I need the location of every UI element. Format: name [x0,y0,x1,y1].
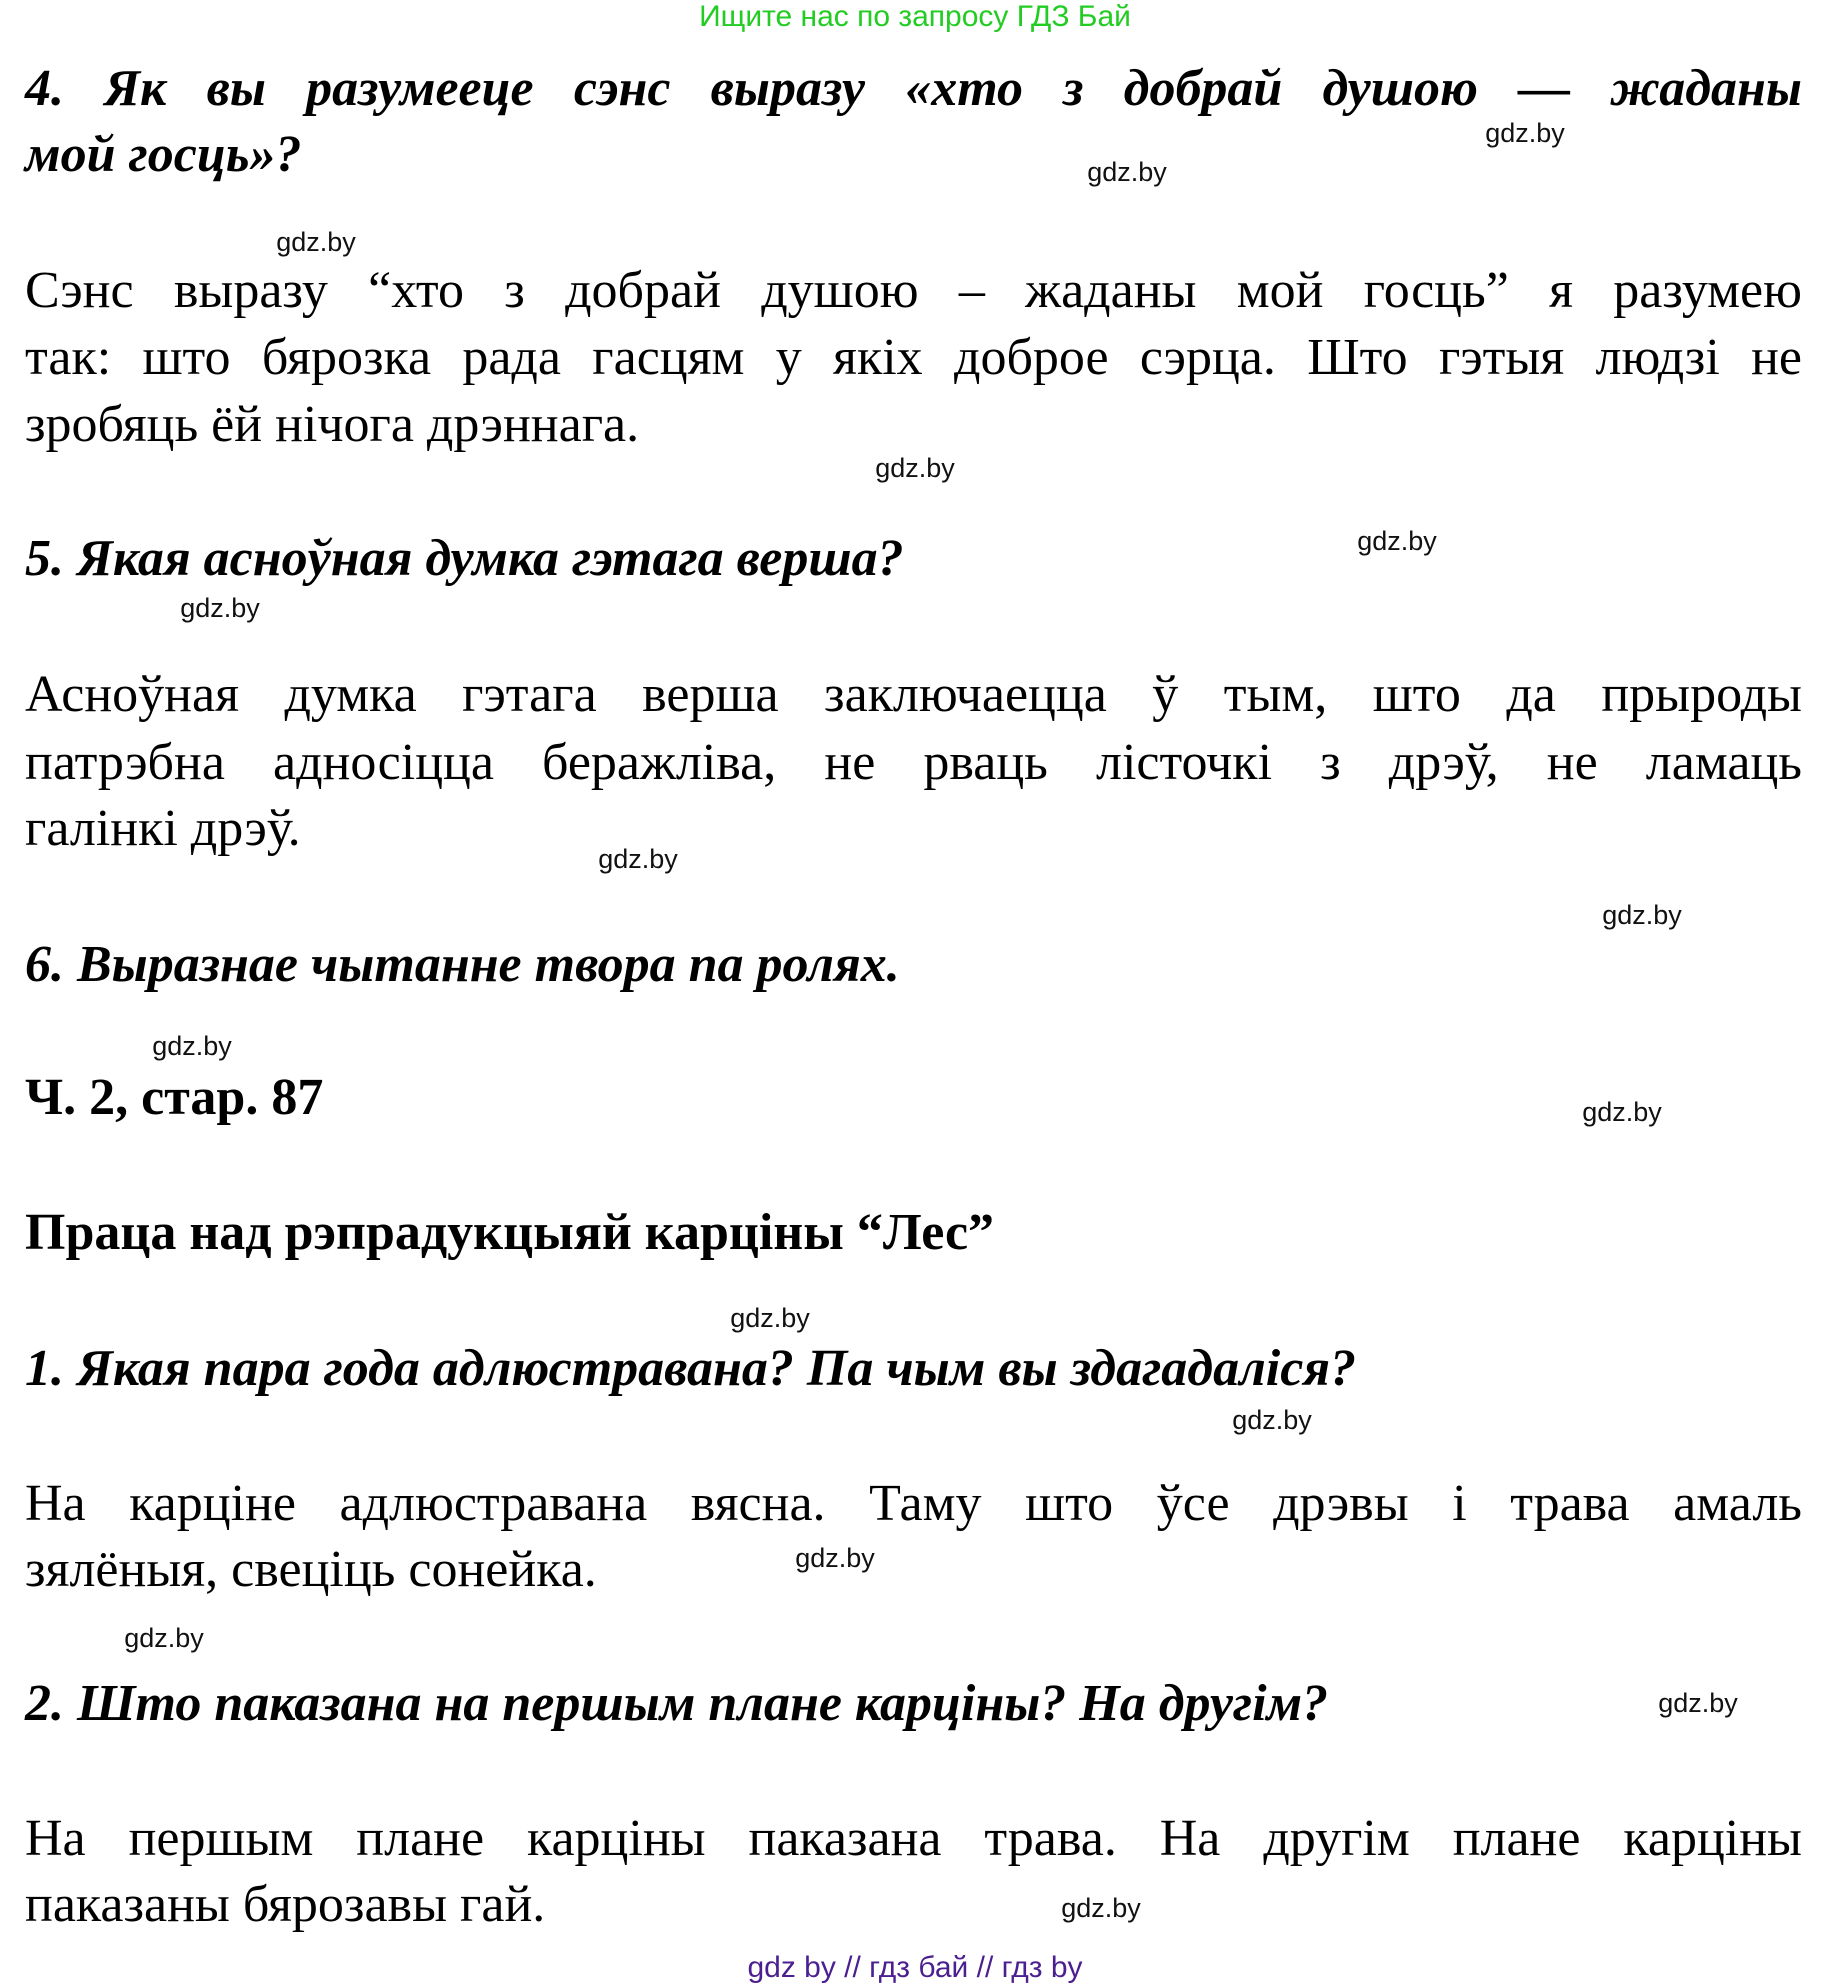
question-6: 6. Выразнае чытанне твора па ролях. [25,936,900,993]
picture-answer-2-line-2: паказаны бярозавы гай. [25,1876,546,1933]
watermark: gdz.by [276,227,356,257]
watermark: gdz.by [795,1543,875,1573]
watermark: gdz.by [124,1623,204,1653]
watermark: gdz.by [1357,526,1437,556]
picture-question-1: 1. Якая пара года адлюстравана? Па чым вы здагадаліся? [25,1340,1357,1397]
watermark: gdz.by [1087,157,1167,187]
watermark: gdz.by [1061,1893,1141,1923]
picture-answer-2-line-1: На першым плане карціны паказана трава. На другім плане карціны [25,1810,1802,1867]
watermark: gdz.by [180,593,260,623]
watermark: gdz.by [598,844,678,874]
answer-5-line-3: галінкі дрэў. [25,800,301,857]
picture-answer-1-line-1: На карціне адлюстравана вясна. Таму што ўсе дрэвы і трава амаль [25,1475,1802,1532]
answer-4-line-3: зробяць ёй нічога дрэннага. [25,396,640,453]
question-4-line-2: мой госць»? [25,126,302,183]
answer-4-line-1: Сэнс выразу “хто з добрай душою – жаданы мой госць” я разумею [25,262,1802,319]
watermark: gdz.by [1232,1405,1312,1435]
watermark: gdz.by [1602,900,1682,930]
question-5: 5. Якая асноўная думка гэтага верша? [25,530,904,587]
answer-5-line-2: патрэбна адносіцца беражліва, не рваць лісточкі з дрэў, не ламаць [25,734,1802,791]
watermark: gdz.by [1485,118,1565,148]
watermark: gdz.by [1582,1097,1662,1127]
picture-answer-1-line-2: зялёныя, свеціць сонейка. [25,1541,597,1598]
promo-header[interactable]: Ищите нас по запросу ГДЗ Бай [699,0,1131,33]
section-title: Ч. 2, стар. 87 [25,1069,324,1126]
watermark: gdz.by [1658,1688,1738,1718]
question-4-line-1: 4. Як вы разумееце сэнс выразу «хто з добрай душою — жаданы [25,60,1802,117]
watermark: gdz.by [875,453,955,483]
footer-links[interactable]: gdz by // гдз бай // гдз by [747,1951,1083,1984]
answer-5-line-1: Асноўная думка гэтага верша заключаецца ў тым, што да прыроды [25,666,1802,723]
section-subtitle: Праца над рэпрадукцыяй карціны “Лес” [25,1204,995,1261]
watermark: gdz.by [730,1303,810,1333]
picture-question-2: 2. Што паказана на першым плане карціны? На другім? [25,1675,1329,1732]
answer-4-line-2: так: што бярозка рада гасцям у якіх доброе сэрца. Што гэтыя людзі не [25,329,1802,386]
watermark: gdz.by [152,1031,232,1061]
